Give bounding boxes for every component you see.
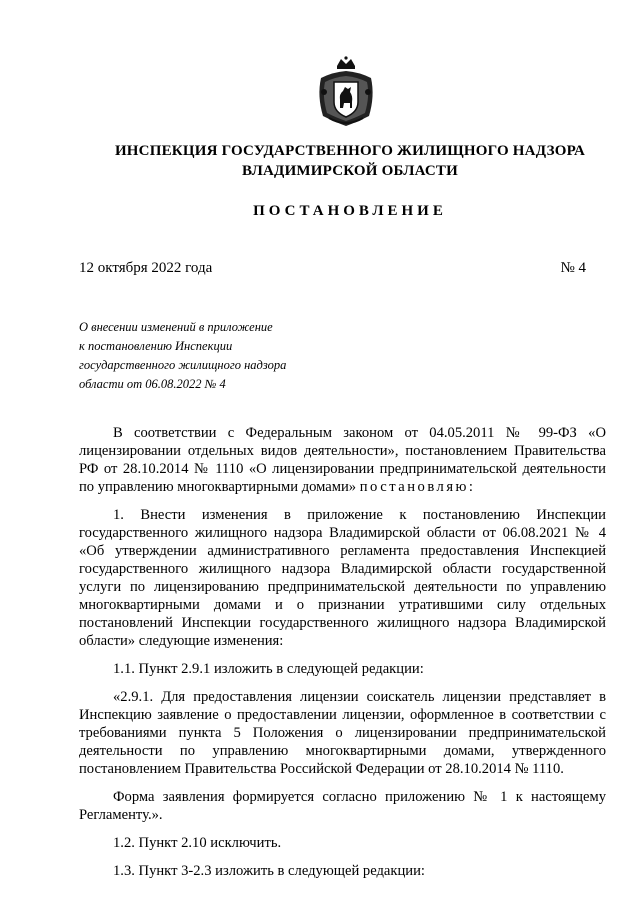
subject-line: О внесении изменений в приложение — [79, 320, 273, 334]
paragraph-preamble — [79, 424, 606, 496]
paragraph-item-1: 1. Внести изменения в приложение к постановлению Инспекции государственного жилищного надзора Владимирской области от 06.08.2021 № 4 «Об утверждении административного регламента предоставления Инспекцией государственного жилищного надзора Владимирской области государственной услуги по лицензированию предпринимательской деятельности по управлению многоквартирными домами и о признании утратившими силу отдельных постановлений Инспекции государственного жилищного надзора Владимирской области» следующие изменения: — [79, 507, 606, 649]
document-type-title: ПОСТАНОВЛЕНИЕ — [253, 203, 447, 219]
document-number: № 4 — [560, 260, 586, 276]
document-subject — [79, 318, 319, 394]
subject-line: к постановлению Инспекции — [79, 339, 233, 353]
subject-line: области от 06.08.2022 № 4 — [79, 377, 226, 391]
preamble-text: В соответствии с Федеральным законом от 04.05.2011 № 99-ФЗ «О лицензировании отдельных видов деятельности», постановлением Правительства РФ от 28.10.2014 № 1110 «О лицензировании предпринимательской деятельности по управлению многоквартирными домами» — [79, 425, 606, 495]
document-body — [79, 424, 606, 890]
coat-of-arms-icon — [315, 56, 377, 128]
document-date: 12 октября 2022 года — [79, 260, 213, 276]
paragraph-item-1-3: 1.3. Пункт 3-2.3 изложить в следующей редакции: — [113, 863, 425, 879]
organization-name-line1: ИНСПЕКЦИЯ ГОСУДАРСТВЕННОГО ЖИЛИЩНОГО НАДЗОРА — [114, 143, 586, 159]
paragraph-form-note: Форма заявления формируется согласно приложению № 1 к настоящему Регламенту.». — [79, 789, 606, 823]
resolution-keyword: постановляю: — [359, 479, 476, 495]
paragraph-item-1-1: 1.1. Пункт 2.9.1 изложить в следующей редакции: — [113, 661, 424, 677]
paragraph-item-1-2: 1.2. Пункт 2.10 исключить. — [113, 835, 282, 851]
organization-name-line2: ВЛАДИМИРСКОЙ ОБЛАСТИ — [242, 163, 458, 179]
paragraph-quote-2-9-1: «2.9.1. Для предоставления лицензии соискатель лицензии представляет в Инспекцию заявление о предоставлении лицензии, оформленное в соответствии с требованиями пункта 5 Положения о лицензировании предпринимательской деятельности по управлению многоквартирными домами, утвержденного постановлением Правительства Российской Федерации от 28.10.2014 № 1110. — [79, 689, 606, 777]
subject-line: государственного жилищного надзора — [79, 358, 287, 372]
